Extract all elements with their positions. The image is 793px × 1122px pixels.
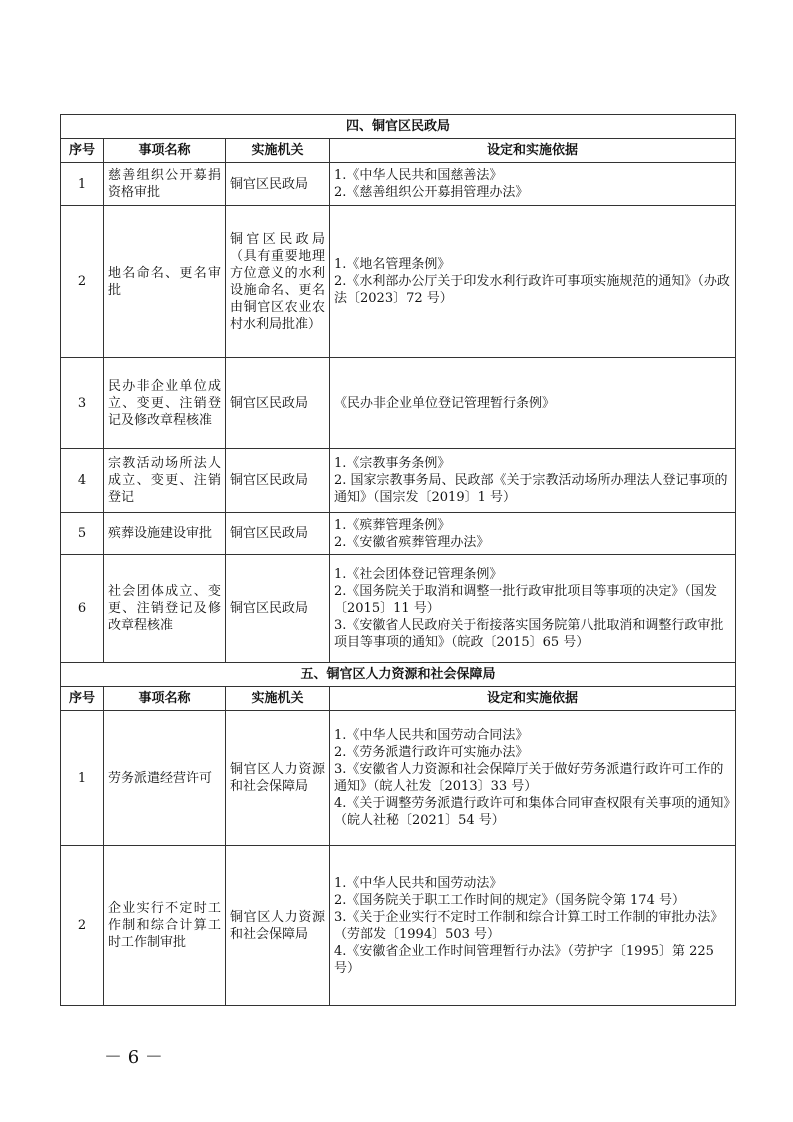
row-num: 4 <box>61 449 104 513</box>
basis-line: 2.《水利部办公厅关于印发水利行政许可事项实施规范的通知》（办政法〔2023〕72 号） <box>334 274 730 306</box>
row-basis <box>330 206 736 358</box>
row-name: 殡葬设施建设审批 <box>104 513 226 555</box>
basis-line: 3.《安徽省人力资源和社会保障厅关于做好劳务派遣行政许可工作的通知》（皖人社发〔2013〕33 号） <box>334 762 724 794</box>
col-header-basis: 设定和实施依据 <box>330 139 736 163</box>
basis-line: 2.《安徽省殡葬管理办法》 <box>334 534 490 550</box>
basis-line: 3.《关于企业实行不定时工作制和综合计算工时工作制的审批办法》（劳部发〔1994〕503 号） <box>334 909 724 942</box>
table-row <box>61 711 736 846</box>
row-name: 慈善组织公开募捐资格审批 <box>104 163 226 206</box>
row-agency: 铜官区人力资源和社会保障局 <box>226 711 330 846</box>
row-num: 1 <box>61 711 104 846</box>
row-basis <box>330 555 736 663</box>
section-title: 四、铜官区民政局 <box>61 115 736 139</box>
basis-line: 1.《中华人民共和国慈善法》 <box>334 168 503 183</box>
row-agency: 铜官区民政局（具有重要地理方位意义的水利设施命名、更名由铜官区农业农村水利局批准） <box>226 206 330 358</box>
row-num: 2 <box>61 206 104 358</box>
col-header-num: 序号 <box>61 139 104 163</box>
table-row <box>61 513 736 555</box>
row-agency: 铜官区民政局 <box>226 449 330 513</box>
col-header-num: 序号 <box>61 687 104 711</box>
basis-line: 2.《国务院关于取消和调整一批行政审批项目等事项的决定》（国发〔2015〕11 号） <box>334 584 717 616</box>
column-header-row <box>61 687 736 711</box>
table-row <box>61 846 736 1006</box>
row-name: 社会团体成立、变更、注销登记及修改章程核准 <box>104 555 226 663</box>
col-header-agency: 实施机关 <box>226 139 330 163</box>
row-basis <box>330 358 736 449</box>
basis-line: 3.《安徽省人民政府关于衔接落实国务院第八批取消和调整行政审批项目等事项的通知》（皖政〔2015〕65 号） <box>334 618 724 650</box>
row-agency: 铜官区人力资源和社会保障局 <box>226 846 330 1006</box>
col-header-agency: 实施机关 <box>226 687 330 711</box>
basis-line: 《民办非企业单位登记管理暂行条例》 <box>334 395 556 411</box>
row-num: 2 <box>61 846 104 1006</box>
row-basis <box>330 163 736 206</box>
basis-line: 1.《地名管理条例》 <box>334 257 451 272</box>
table-row <box>61 358 736 449</box>
basis-line: 1.《中华人民共和国劳动法》 <box>334 875 503 891</box>
row-agency: 铜官区民政局 <box>226 163 330 206</box>
table-row <box>61 449 736 513</box>
basis-line: 1.《中华人民共和国劳动合同法》 <box>334 728 529 743</box>
row-agency: 铜官区民政局 <box>226 358 330 449</box>
row-name: 企业实行不定时工作制和综合计算工时工作制审批 <box>104 846 226 1006</box>
section-header-row <box>61 115 736 139</box>
basis-line: 1.《社会团体登记管理条例》 <box>334 567 503 582</box>
permit-table <box>60 114 736 1006</box>
basis-line: 2.《慈善组织公开募捐管理办法》 <box>334 185 529 200</box>
basis-line: 1.《宗教事务条例》 <box>334 456 451 471</box>
col-header-name: 事项名称 <box>104 139 226 163</box>
basis-line: 4.《关于调整劳务派遣行政许可和集体合同审查权限有关事项的通知》（皖人社秘〔2021〕54 号） <box>334 796 730 828</box>
row-basis <box>330 846 736 1006</box>
row-num: 3 <box>61 358 104 449</box>
basis-line: 2.《国务院关于职工工作时间的规定》（国务院令第 174 号） <box>334 892 685 908</box>
row-basis <box>330 449 736 513</box>
row-name: 劳务派遣经营许可 <box>104 711 226 846</box>
section-title: 五、铜官区人力资源和社会保障局 <box>61 663 736 687</box>
row-name: 宗教活动场所法人成立、变更、注销登记 <box>104 449 226 513</box>
basis-line: 1.《殡葬管理条例》 <box>334 517 451 533</box>
column-header-row <box>61 139 736 163</box>
row-num: 5 <box>61 513 104 555</box>
section-header-row <box>61 663 736 687</box>
row-agency: 铜官区民政局 <box>226 555 330 663</box>
table-row <box>61 206 736 358</box>
row-name: 地名命名、更名审批 <box>104 206 226 358</box>
row-basis <box>330 711 736 846</box>
row-num: 1 <box>61 163 104 206</box>
basis-line: 4.《安徽省企业工作时间管理暂行办法》（劳护字〔1995〕第 225 号） <box>334 943 714 976</box>
row-name: 民办非企业单位成立、变更、注销登记及修改章程核准 <box>104 358 226 449</box>
basis-line: 2.《劳务派遣行政许可实施办法》 <box>334 745 529 760</box>
table-row <box>61 555 736 663</box>
table-row <box>61 163 736 206</box>
row-agency: 铜官区民政局 <box>226 513 330 555</box>
col-header-name: 事项名称 <box>104 687 226 711</box>
row-basis <box>330 513 736 555</box>
col-header-basis: 设定和实施依据 <box>330 687 736 711</box>
row-num: 6 <box>61 555 104 663</box>
page-number: － 6 － <box>104 1047 163 1068</box>
basis-line: 2. 国家宗教事务局、民政部《关于宗教活动场所办理法人登记事项的通知》（国宗发〔2019〕1 号） <box>334 473 728 505</box>
